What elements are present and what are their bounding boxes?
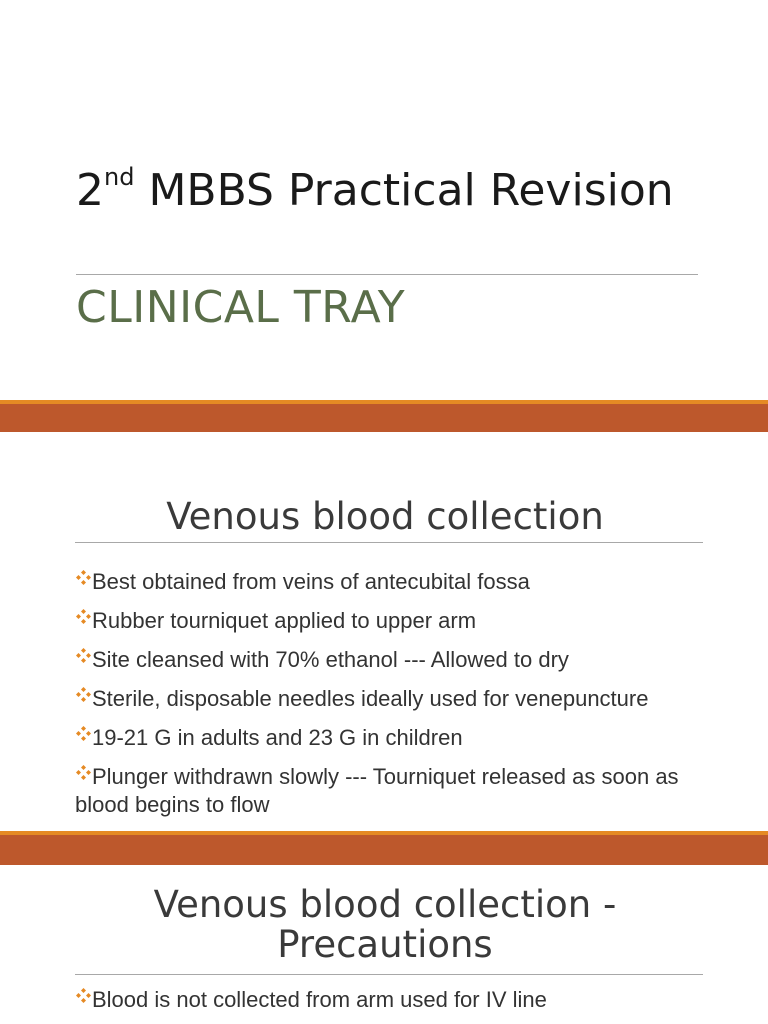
slide-title: [76, 163, 696, 216]
slide-heading: [75, 885, 695, 965]
four-diamond-bullet-icon: [75, 608, 92, 625]
separator-rust-band: [0, 835, 768, 865]
list-item: [75, 568, 695, 596]
four-diamond-bullet-icon: [75, 647, 92, 664]
heading-line-2: Precautions: [277, 923, 493, 966]
list-item: [75, 646, 695, 674]
separator-rust-band: [0, 404, 768, 432]
bullet-text: Site cleansed with 70% ethanol --- Allowed to dry: [92, 647, 569, 672]
slide-separator: [0, 400, 768, 432]
list-item: [75, 724, 695, 752]
four-diamond-bullet-icon: [75, 725, 92, 742]
slide-separator: [0, 831, 768, 865]
list-item: [75, 685, 695, 713]
four-diamond-bullet-icon: [75, 987, 92, 1004]
slide-heading: Venous blood collection: [166, 495, 604, 538]
content-slide-precautions: [0, 865, 768, 1024]
bullet-text: Sterile, disposable needles ideally used for venepuncture: [92, 686, 649, 711]
bullet-text: Blood is not collected from arm used for IV line: [92, 987, 547, 1012]
bullet-text: Best obtained from veins of antecubital fossa: [92, 569, 530, 594]
heading-divider: [75, 974, 703, 975]
heading-line-1: Venous blood collection -: [153, 883, 617, 926]
list-item: [75, 607, 695, 635]
bullet-list: [75, 568, 695, 830]
bullet-list: [75, 986, 695, 1024]
bullet-text: Plunger withdrawn slowly --- Tourniquet released as soon as blood begins to flow: [75, 764, 679, 817]
four-diamond-bullet-icon: [75, 569, 92, 586]
title-rest: MBBS Practical Revision: [134, 165, 674, 216]
bullet-text: Rubber tourniquet applied to upper arm: [92, 608, 477, 633]
title-superscript: nd: [104, 163, 135, 192]
heading-divider: [75, 542, 703, 543]
slide-subtitle: CLINICAL TRAY: [76, 282, 406, 333]
list-item: [75, 763, 695, 819]
content-slide-venous-collection: [0, 432, 768, 831]
four-diamond-bullet-icon: [75, 686, 92, 703]
title-divider: [76, 274, 698, 275]
four-diamond-bullet-icon: [75, 764, 92, 781]
title-prefix: 2: [76, 165, 104, 216]
title-slide: [0, 0, 768, 400]
list-item: [75, 986, 695, 1014]
bullet-text: 19-21 G in adults and 23 G in children: [92, 725, 463, 750]
